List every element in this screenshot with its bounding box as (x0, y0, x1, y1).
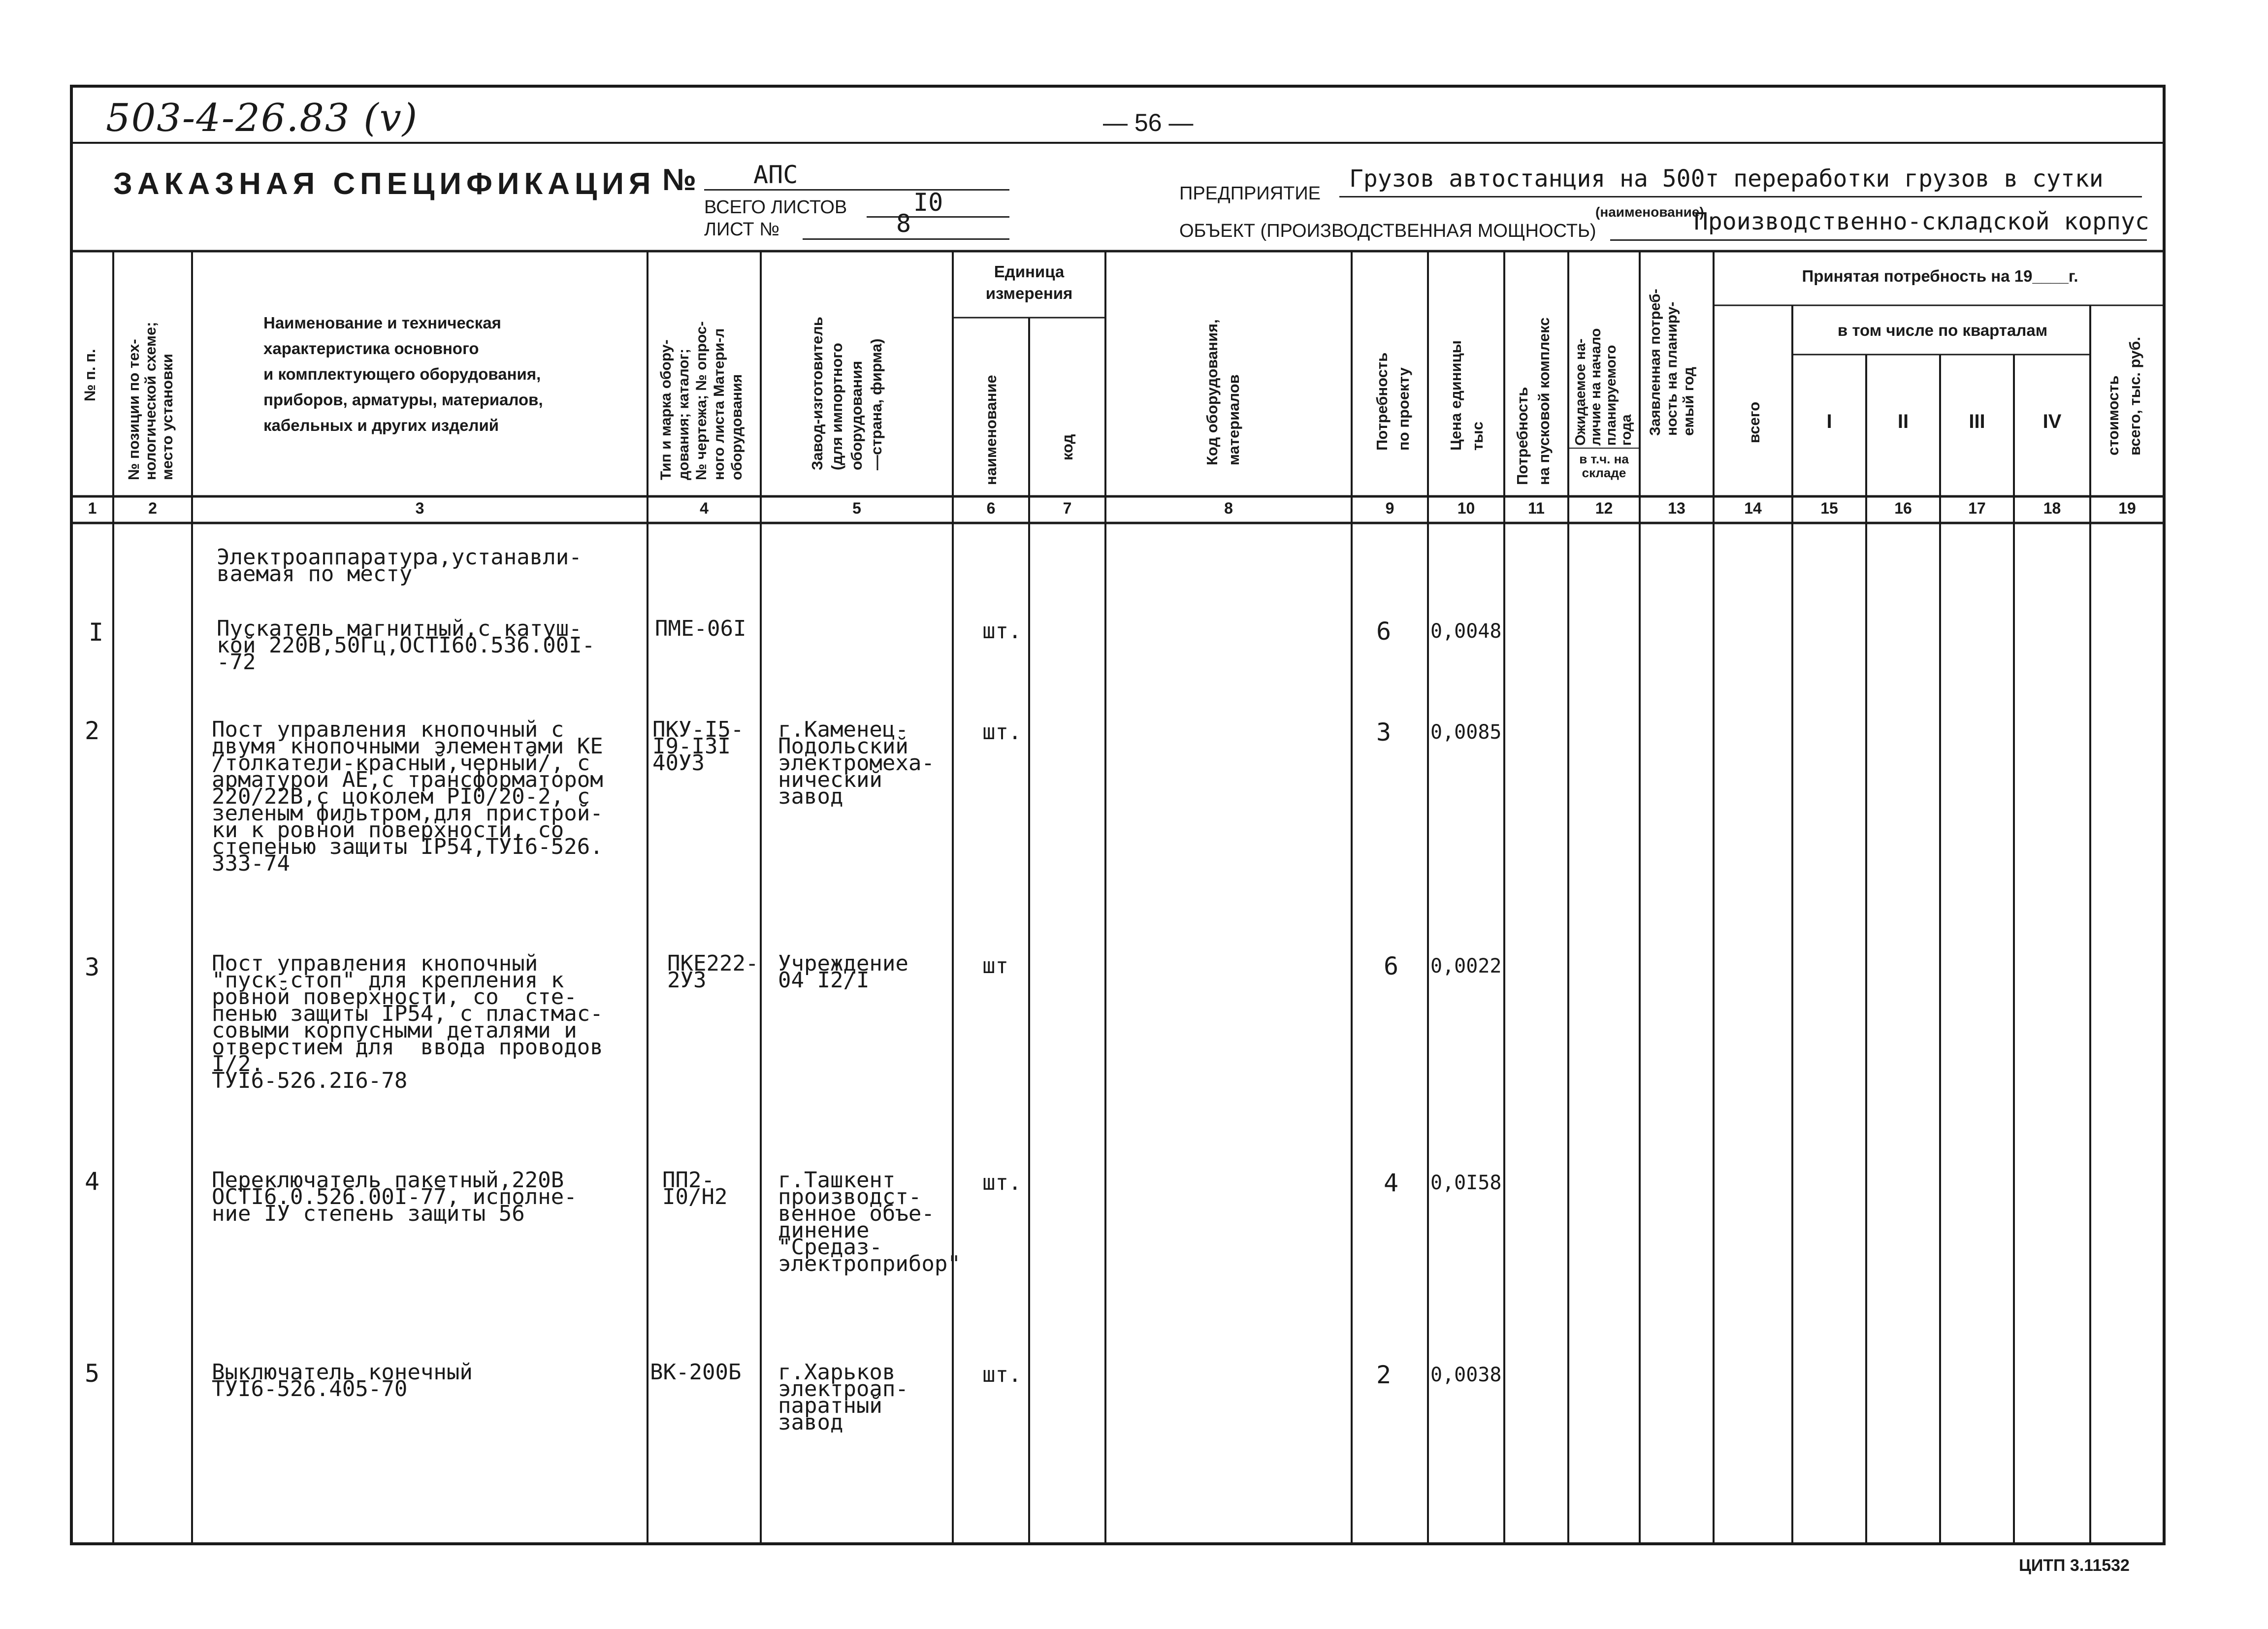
footer-stamp: ЦИТП 3.11532 (2019, 1556, 2130, 1575)
item-name: Пост управления кнопочный "пуск-стоп" для крепления к ровной поверхности, со сте- пенью защиты IP54, с пластмас- совыми корпусными деталями и отверстием для ввода проводов I/2. ТУI6-526.2I6-78 (212, 951, 603, 1093)
col-number: 8 (1224, 499, 1233, 517)
col-number: 7 (1063, 499, 1072, 517)
col-number: 17 (1968, 499, 1986, 517)
col-number: 19 (2118, 499, 2136, 517)
col-number: 13 (1668, 499, 1685, 517)
col-header-19: стоимость всего, тыс. руб. (2105, 336, 2143, 456)
col-number: 18 (2043, 499, 2061, 517)
row-number: 3 (85, 953, 100, 981)
item-name: Переключатель пакетный,220В ОСТI6.0.526.00I-77, исполне- ние IУ степень защиты 56 (212, 1168, 577, 1226)
quarter-group-header: в том числе по кварталам (1837, 321, 2048, 339)
spec-title: ЗАКАЗНАЯ СПЕЦИФИКАЦИЯ (113, 167, 656, 201)
item-maker: г.Харьков электроап- паратный завод (778, 1360, 908, 1435)
object-note: (наименование) (1595, 204, 1704, 220)
item-type: ПКУ-I5- I9-I3I 40У3 (652, 717, 744, 776)
item-price: 0,0085 (1430, 721, 1502, 744)
item-qty: 6 (1384, 952, 1399, 980)
col-number: 4 (700, 499, 709, 517)
total-sheets-label: ВСЕГО ЛИСТОВ (704, 197, 847, 218)
item-name: Выключатель конечный ТУI6-526.405-70 (212, 1360, 473, 1401)
row-number: 2 (85, 717, 100, 745)
item-qty: 4 (1384, 1169, 1399, 1197)
item-maker: г.Ташкент производст- венное объе- динение "Средаз- электроприбор" (778, 1168, 961, 1276)
item-type: ПМЕ-06I (655, 616, 746, 641)
col-number: 9 (1385, 499, 1394, 517)
col-header-12: Ожидаемое на- личие на начало планируемого года (1573, 328, 1634, 446)
col-header-4: Тип и марка обору- дования; каталог; № чертежа; № опрос- ного листа Матери-л оборудования (658, 321, 745, 480)
col-header-8: Код оборудования, материалов (1203, 319, 1242, 465)
enterprise-value: Грузов автостанция на 500т переработки грузов в сутки (1349, 165, 2104, 193)
item-qty: 3 (1376, 718, 1392, 747)
item-maker: Учреждение 04 I2/I (778, 951, 908, 993)
item-unit: шт. (982, 1362, 1022, 1387)
item-unit: шт. (982, 619, 1022, 644)
col-number: 14 (1744, 499, 1762, 517)
item-maker: г.Каменец- Подольский электромеха- нический завод (778, 717, 935, 809)
col-number: 12 (1595, 499, 1613, 517)
item-price: 0,0I58 (1430, 1172, 1502, 1194)
col-header-2: № позиции по тех- нологической схеме; место установки (125, 322, 176, 480)
col-number: 16 (1894, 499, 1912, 517)
col-header-11: Потребность на пусковой комплекс (1514, 317, 1553, 485)
col-header-6: наименование (982, 375, 1000, 485)
item-type: ПП2- I0/Н2 (662, 1168, 728, 1209)
col-header-9: Потребность по проекту (1373, 352, 1412, 451)
row-number: 4 (85, 1167, 100, 1196)
page-number: — 56 — (1103, 109, 1194, 136)
col-number: 10 (1457, 499, 1475, 517)
item-type: ВК-200Б (650, 1360, 742, 1385)
object-label: ОБЪЕКТ (ПРОИЗВОДСТВЕННАЯ МОЩНОСТЬ) (1179, 221, 1596, 241)
col-number: 6 (986, 499, 996, 517)
col-number: 5 (852, 499, 861, 517)
col-header-17: III (1969, 411, 1985, 432)
accepted-group-header: Принятая потребность на 19____г. (1802, 267, 2078, 285)
col-header-12-sub: в т.ч. на складе (1579, 452, 1629, 480)
col-header-3: Наименование и техническая характеристика основного и комплектующего оборудования, приборов, арматуры, материалов, кабельных и других изделий (263, 314, 543, 434)
col-number: 2 (148, 499, 157, 517)
item-price: 0,0022 (1430, 955, 1502, 977)
enterprise-label: ПРЕДПРИЯТИЕ (1179, 183, 1321, 204)
item-unit: шт (982, 953, 1008, 978)
object-value: Производственно-складской корпус (1694, 208, 2149, 235)
item-qty: 2 (1376, 1361, 1392, 1389)
col-header-10: Цена единицы тыс (1447, 340, 1486, 451)
item-price: 0,0038 (1430, 1364, 1502, 1386)
col-header-1: № п. п. (81, 349, 98, 401)
total-sheets-value: I0 (913, 188, 943, 217)
col-number: 15 (1820, 499, 1838, 517)
col-header-5: Завод-изготовитель (для импортного оборудования —страна, фирма) (809, 317, 885, 470)
col-header-18: IV (2042, 411, 2062, 432)
col-header-14: всего (1746, 401, 1763, 443)
item-qty: 6 (1376, 617, 1392, 646)
sheet-value: 8 (896, 209, 911, 238)
item-type: ПКЕ222- 2У3 (667, 951, 759, 993)
document-number: 503-4-26.83 (v) (106, 96, 419, 140)
col-number: 11 (1528, 499, 1545, 517)
col-number: 1 (88, 499, 97, 517)
col-header-16: II (1897, 411, 1909, 432)
section-title: Электроаппаратура,устанавли- ваемая по месту (217, 545, 582, 586)
col-header-7: код (1059, 434, 1076, 460)
unit-group-header: Единица измерения (985, 262, 1073, 302)
col-header-15: I (1826, 411, 1832, 432)
row-number: 5 (85, 1359, 100, 1388)
col-header-13: Заявленная потреб- ность на планиру- емый год (1647, 289, 1697, 436)
spec-number-value: АПС (753, 161, 798, 189)
row-number: I (89, 618, 104, 647)
item-price: 0,0048 (1430, 620, 1502, 643)
spec-number-label: № (662, 163, 697, 197)
item-unit: шт. (982, 1170, 1022, 1195)
sheet-label: ЛИСТ № (704, 219, 779, 240)
item-name: Пост управления кнопочный с двумя кнопочными элементами КЕ /толкатели-красный,черный/, с арматурой АЕ,с трансформатором 220/22В,с цоколем PI0/20-2, с зеленым фильтром,для пристрой- ки к ровной поверхности, со степенью защиты IP54,ТУI6-526. 333-74 (212, 717, 603, 876)
item-unit: шт. (982, 719, 1022, 745)
col-number: 3 (415, 499, 424, 517)
item-name: Пускатель магнитный,с катуш- кой 220В,50Гц,ОСТI60.536.00I- -72 (217, 616, 595, 675)
